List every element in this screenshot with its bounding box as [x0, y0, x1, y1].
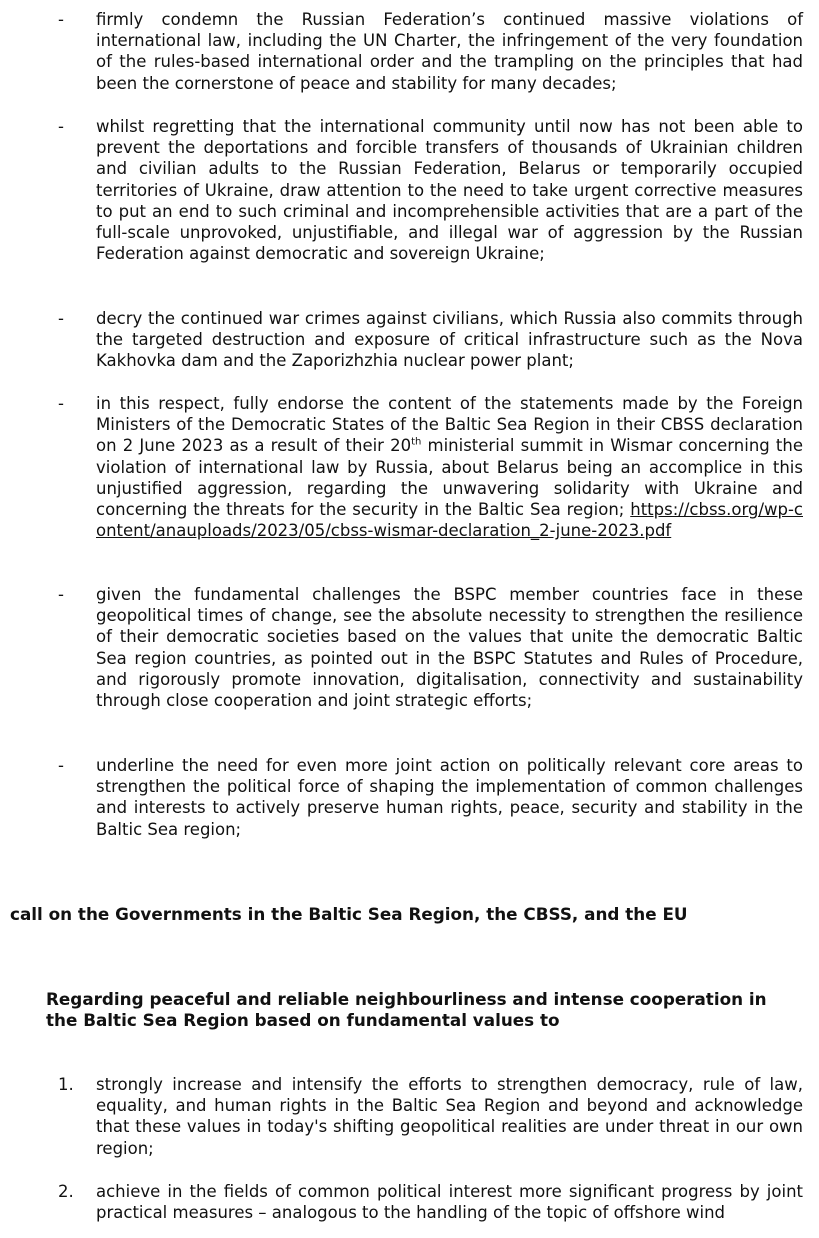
bullet-marker: -: [58, 309, 64, 328]
bullet-marker: -: [58, 10, 64, 29]
section-heading-line: Regarding peaceful and reliable neighbourliness and intense cooperation in: [46, 989, 767, 1009]
bullet-text: whilst regretting that the international community until now has not been able to prevent the deportations and forcible transfers of thousands of Ukrainian children and civilian adults to the Russian Federation, Belarus or temporarily occupied territories of Ukraine, draw attention to the need to take urgent corrective measures to put an end to such criminal and incomprehensible activities that are a part of the full-scale unprovoked, unjustifiable, and illegal war of aggression by the Russian Federation against democratic and sovereign Ukraine;: [96, 117, 803, 264]
call-heading: call on the Governments in the Baltic Sea Region, the CBSS, and the EU: [10, 904, 688, 924]
bullet-text: decry the continued war crimes against civilians, which Russia also commits through the targeted destruction and exposure of critical infrastructure such as the Nova Kakhovka dam and the Zaporizhzhia nuclear power plant;: [96, 309, 803, 371]
superscript: th: [411, 436, 422, 448]
bullet-text: firmly condemn the Russian Federation’s continued massive violations of international law, including the UN Charter, the infringement of the very foundation of the rules-based international order and the trampling on the principles that had been the cornerstone of peace and stability for many decades;: [96, 10, 803, 93]
item-number: 2.: [58, 1182, 74, 1201]
bullet-marker: -: [58, 394, 64, 413]
numbered-item-text: achieve in the fields of common political interest more significant progress by joint practical measures – analogous to the handling of the topic of offshore wind: [96, 1182, 803, 1223]
section-heading-line: the Baltic Sea Region based on fundamental values to: [46, 1010, 560, 1030]
bullet-marker: -: [58, 117, 64, 136]
bullet-text: underline the need for even more joint action on politically relevant core areas to strengthen the political force of shaping the implementation of common challenges and interests to actively preserve human rights, peace, security and stability in the Baltic Sea region;: [96, 756, 803, 839]
bullet-text: [96, 393, 803, 541]
item-number: 1.: [58, 1075, 74, 1094]
cbss-declaration-link[interactable]: https://cbss.org/wp-content/anauploads/2023/05/cbss-wismar-declaration_2-june-2023.pdf: [96, 500, 803, 541]
numbered-item-text: strongly increase and intensify the efforts to strengthen democracy, rule of law, equality, and human rights in the Baltic Sea Region and beyond and acknowledge that these values in today's shifting geopolitical realities are under threat in our own region;: [96, 1075, 803, 1158]
bullet-marker: -: [58, 756, 64, 775]
bullet-text-part: ministerial summit in Wismar concerning the violation of international law by Russia, about Belarus being an accomplice in this unjustified aggression, regarding the unwavering solidarity with Ukraine and concerning the threats for the security in the Baltic Sea region;: [96, 436, 803, 520]
bullet-text-part: in this respect, fully endorse the content of the statements made by the Foreign Ministers of the Democratic States of the Baltic Sea Region in their CBSS declaration on 2 June 2023 as a result of their 20: [96, 394, 803, 456]
bullet-marker: -: [58, 585, 64, 604]
bullet-text: given the fundamental challenges the BSPC member countries face in these geopolitical times of change, see the absolute necessity to strengthen the resilience of their democratic societies based on the values that unite the democratic Baltic Sea region countries, as pointed out in the BSPC Statutes and Rules of Procedure, and rigorously promote innovation, digitalisation, connectivity and sustainability through close cooperation and joint strategic efforts;: [96, 585, 803, 711]
